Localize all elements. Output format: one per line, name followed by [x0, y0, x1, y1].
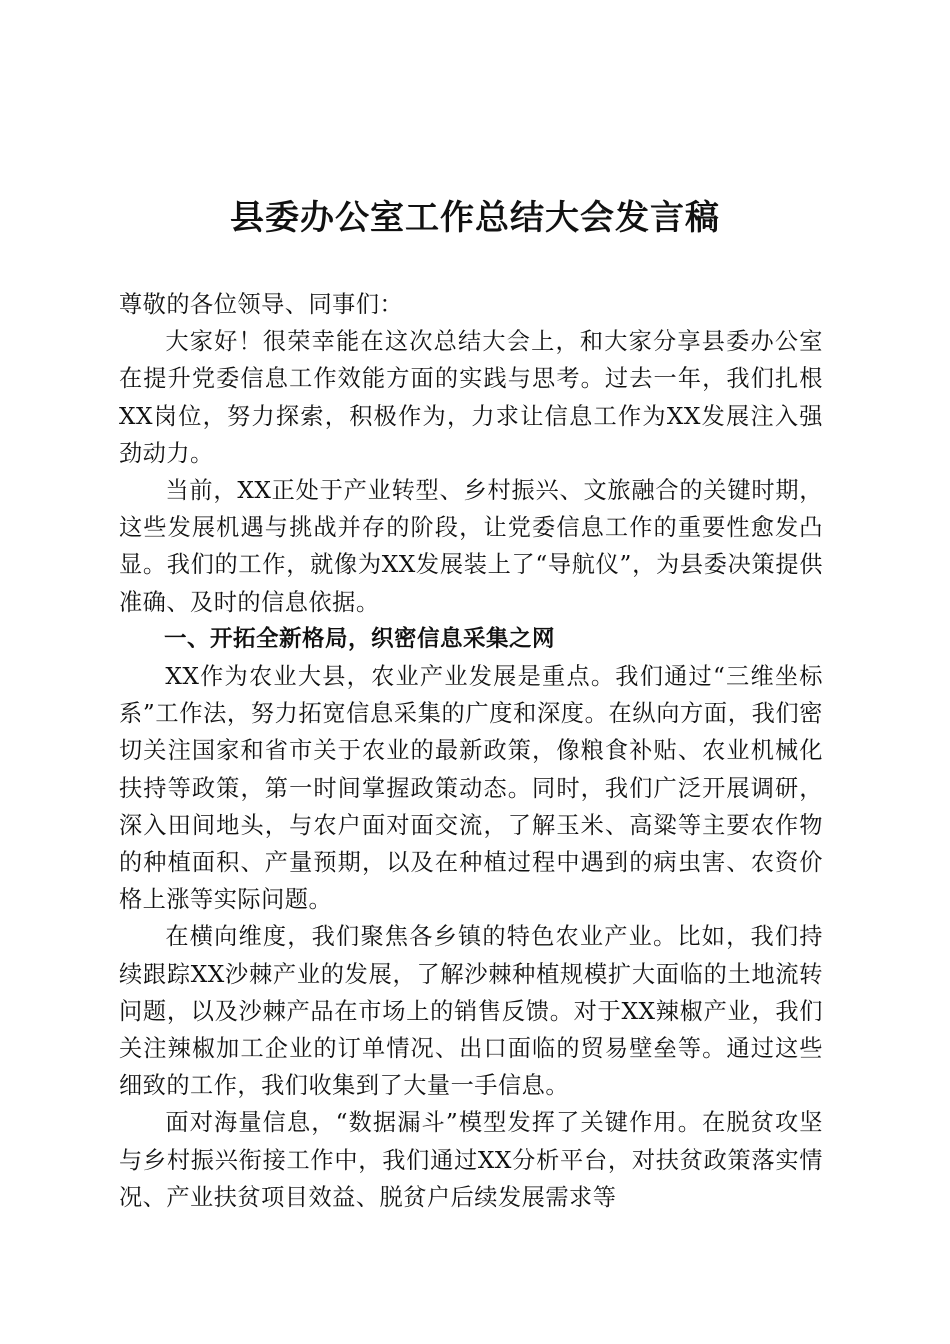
document-title: 县委办公室工作总结大会发言稿 [230, 198, 720, 238]
paragraph-horizontal-collection: 在横向维度，我们聚焦各乡镇的特色农业产业。比如，我们持续跟踪XX沙棘产业的发展，了解沙棘种植规模扩大面临的土地流转问题，以及沙棘产品在市场上的销售反馈。对于XX辣椒产业，我们关注辣椒加工企业的订单情况、出口面临的贸易壁垒等。通过这些细致的工作，我们收集到了大量一手信息。 [119, 923, 823, 1100]
paragraph-data-funnel: 面对海量信息，“数据漏斗”模型发挥了关键作用。在脱贫攻坚与乡村振兴衔接工作中，我们通过XX分析平台，对扶贫政策落实情况、产业扶贫项目效益、脱贫户后续发展需求等 [119, 1109, 823, 1211]
paragraph-vertical-collection: XX作为农业大县，农业产业发展是重点。我们通过“三维坐标系”工作法，努力拓宽信息采集的广度和深度。在纵向方面，我们密切关注国家和省市关于农业的最新政策，像粮食补贴、农业机械化扶持等政策，第一时间掌握政策动态。同时，我们广泛开展调研，深入田间地头，与农户面对面交流，了解玉米、高粱等主要农作物的种植面积、产量预期，以及在种植过程中遇到的病虫害、农资价格上涨等实际问题。 [119, 663, 823, 914]
paragraph-greeting: 大家好！很荣幸能在这次总结大会上，和大家分享县委办公室在提升党委信息工作效能方面的实践与思考。过去一年，我们扎根XX岗位，努力探索，积极作为，力求让信息工作为XX发展注入强劲动力。 [119, 328, 823, 467]
document-body [119, 286, 823, 1216]
salutation: 尊敬的各位领导、同事们： [119, 291, 404, 318]
paragraph-background: 当前，XX正处于产业转型、乡村振兴、文旅融合的关键时期，这些发展机遇与挑战并存的阶段，让党委信息工作的重要性愈发凸显。我们的工作，就像为XX发展装上了“导航仪”，为县委决策提供准确、及时的信息依据。 [119, 477, 823, 616]
section-heading: 一、开拓全新格局，织密信息采集之网 [164, 625, 556, 652]
